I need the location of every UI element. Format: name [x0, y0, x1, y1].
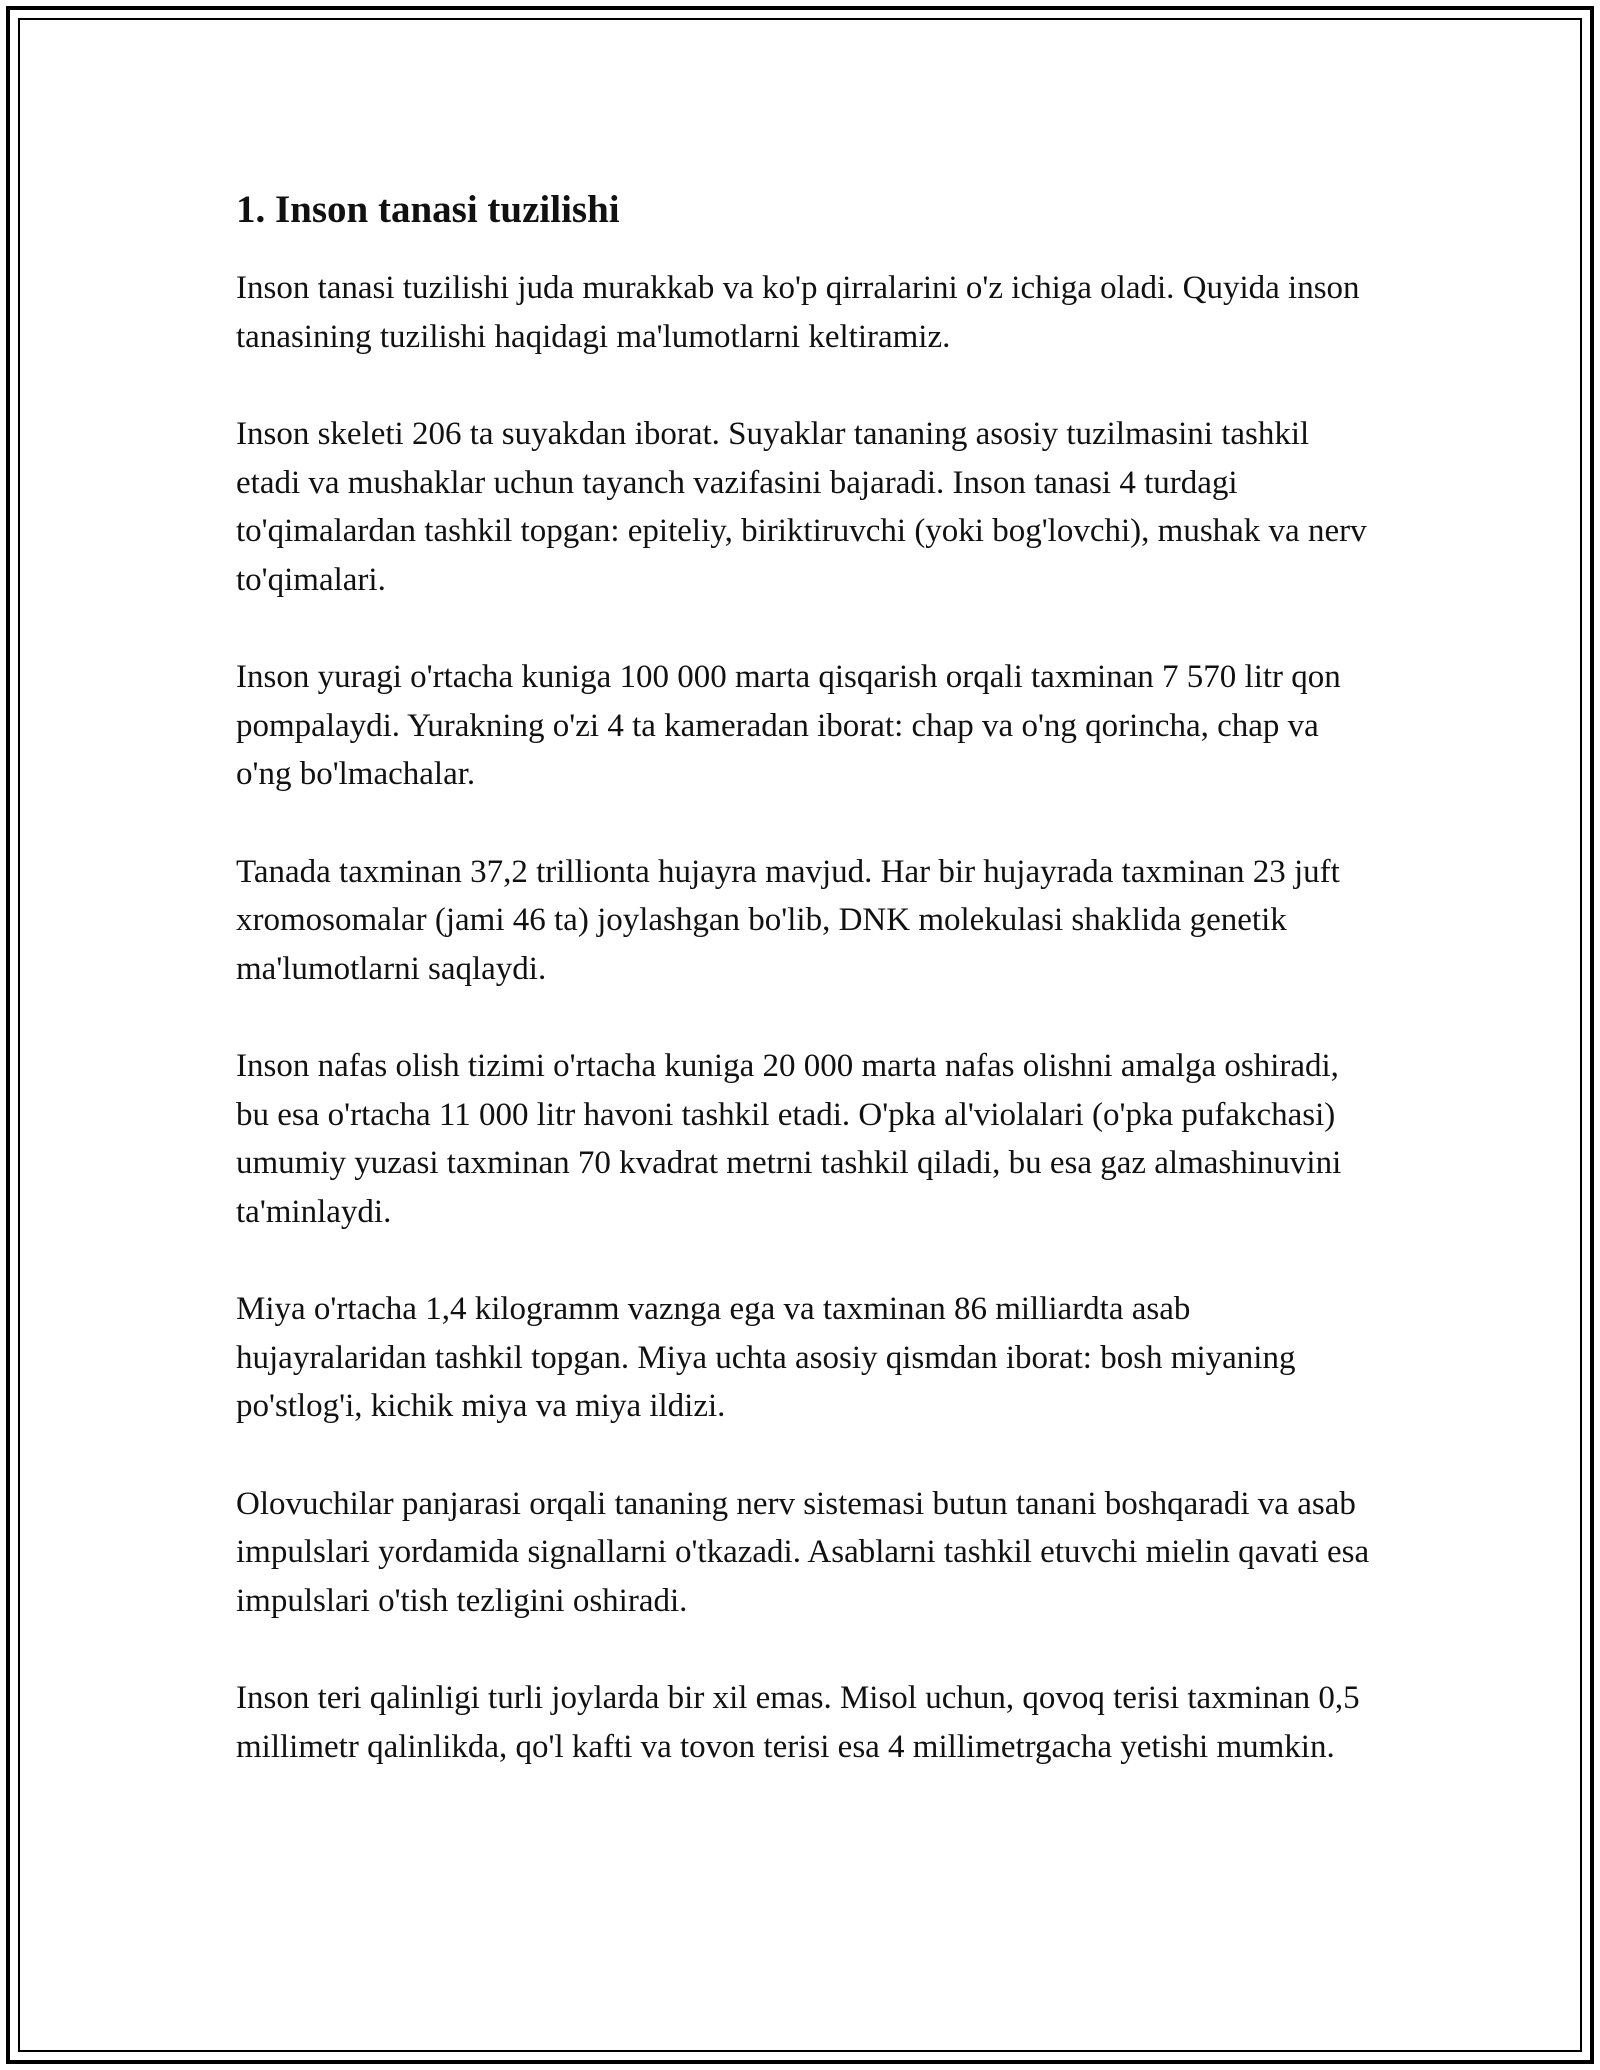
paragraph-cells: Tanada taxminan 37,2 trillionta hujayra mavjud. Har bir hujayrada taxminan 23 juft xromosomalar (jami 46 ta) joylashgan bo'lib, DNK molekulasi shaklida genetik ma'lumotlarni saqlaydi.: [236, 853, 1340, 987]
paragraph-nervous-system: Olovuchilar panjarasi orqali tananing nerv sistemasi butun tanani boshqaradi va asab impulslari yordamida signallarni o'tkazadi. Asablarni tashkil etuvchi mielin qavati esa impulslari o'tish tezligini oshiradi.: [236, 1485, 1370, 1619]
paragraph-skeleton: Inson skeleti 206 ta suyakdan iborat. Suyaklar tananing asosiy tuzilmasini tashkil etadi va mushaklar uchun tayanch vazifasini bajaradi. Inson tanasi 4 turdagi to'qimalardan tashkil topgan: epiteliy, biriktiruvchi (yoki bog'lovchi), mushak va nerv to'qimalari.: [236, 416, 1367, 598]
paragraph-skin: Inson teri qalinligi turli joylarda bir xil emas. Misol uchun, qovoq terisi taxminan 0,5 millimetr qalinlikda, qo'l kafti va tovon terisi esa 4 millimetrgacha yetishi mumkin.: [236, 1680, 1360, 1765]
paragraph-respiration: Inson nafas olish tizimi o'rtacha kuniga 20 000 marta nafas olishni amalga oshiradi, bu esa o'rtacha 11 000 litr havoni tashkil etadi. O'pka al'violalari (o'pka pufakchasi) umumiy yuzasi taxminan 70 kvadrat metrni tashkil qiladi, bu esa gaz almashinuvini ta'minlaydi.: [236, 1048, 1342, 1230]
paragraph-intro: Inson tanasi tuzilishi juda murakkab va ko'p qirralarini o'z ichiga oladi. Quyida inson tanasining tuzilishi haqidagi ma'lumotlarni keltiramiz.: [236, 270, 1360, 355]
paragraph-brain: Miya o'rtacha 1,4 kilogramm vaznga ega va taxminan 86 milliardta asab hujayralaridan tashkil topgan. Miya uchta asosiy qismdan iborat: bosh miyaning po'stlog'i, kichik miya va miya ildizi.: [236, 1291, 1296, 1424]
paragraph-heart: Inson yuragi o'rtacha kuniga 100 000 marta qisqarish orqali taxminan 7 570 litr qon pompalaydi. Yurakning o'zi 4 ta kameradan iborat: chap va o'ng qorincha, chap va o'ng bo'lmachalar.: [236, 659, 1341, 792]
document-body: [236, 186, 1376, 1820]
section-heading: 1. Inson tanasi tuzilishi: [236, 188, 620, 231]
